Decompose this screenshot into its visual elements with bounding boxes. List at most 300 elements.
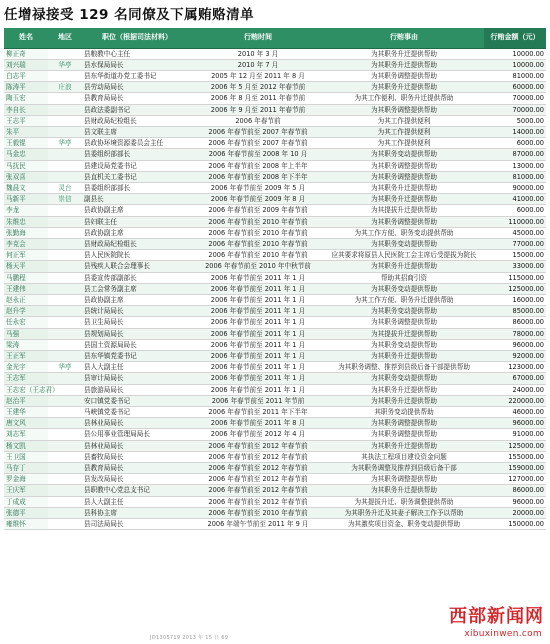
cell-action: 为其职务调整、推荐到县级后备干部提供帮助 xyxy=(324,362,484,373)
cell-area xyxy=(48,474,82,485)
cell-amount: 70000.00 xyxy=(484,104,546,115)
cell-position: 县科协主席 xyxy=(82,507,192,518)
table-row xyxy=(4,104,546,115)
cell-name: 张勤海 xyxy=(4,227,48,238)
cell-time: 2006 年春节前至 2011 年 1 月 xyxy=(192,328,324,339)
cell-time: 2010 年 7 月 xyxy=(192,59,324,70)
table-row xyxy=(4,272,546,283)
cell-name: 马金忠 xyxy=(4,149,48,160)
cell-position: 县人大副主任 xyxy=(82,362,192,373)
table-row xyxy=(4,93,546,104)
cell-action: 为其职务变动提供帮助 xyxy=(324,339,484,350)
cell-amount: 115000.00 xyxy=(484,272,546,283)
table-row xyxy=(4,194,546,205)
cell-position: 县国土资源局局长 xyxy=(82,339,192,350)
cell-area xyxy=(48,306,82,317)
cell-area xyxy=(48,440,82,451)
cell-area xyxy=(48,205,82,216)
table-row xyxy=(4,149,546,160)
cell-position: 县粮教中心主任 xyxy=(82,48,192,59)
cell-action: 为其工作提供便利 xyxy=(324,138,484,149)
cell-area xyxy=(48,70,82,81)
cell-name: 王毅锟 xyxy=(4,138,48,149)
cell-name: 杨文凯 xyxy=(4,440,48,451)
cell-area xyxy=(48,261,82,272)
cell-action: 为其职务调整提供帮助 xyxy=(324,160,484,171)
cell-amount: 86000.00 xyxy=(484,317,546,328)
cell-amount: 78000.00 xyxy=(484,328,546,339)
cell-action: 其职务变动提供帮助 xyxy=(324,407,484,418)
cell-position: 县委组织部部长 xyxy=(82,182,192,193)
cell-amount: 46000.00 xyxy=(484,407,546,418)
cell-amount: 90000.00 xyxy=(484,182,546,193)
cell-time: 2006 年春节前至 2011 年 1 月 xyxy=(192,362,324,373)
cell-action: 为其职务升迁提供帮助 xyxy=(324,395,484,406)
cell-area xyxy=(48,519,82,530)
cell-name: 王志宏（王志君） xyxy=(6,385,59,394)
cell-name: 白志平 xyxy=(4,70,48,81)
cell-amount: 81000.00 xyxy=(484,70,546,81)
cell-name: 唐文风 xyxy=(4,418,48,429)
cell-name: 张德平 xyxy=(4,507,48,518)
table-row xyxy=(4,328,546,339)
table-row xyxy=(4,519,546,530)
cell-area xyxy=(48,104,82,115)
cell-position: 县财政局纪检组长 xyxy=(82,238,192,249)
cell-position: 县残疾人联合会理事长 xyxy=(82,261,192,272)
cell-action: 为其激奖项目资金、职务变动提供帮助 xyxy=(324,519,484,530)
cell-area xyxy=(48,272,82,283)
cell-action: 为其职务变动提供帮助 xyxy=(324,149,484,160)
cell-amount: 13000.00 xyxy=(484,160,546,171)
table-body xyxy=(4,48,546,530)
cell-name: 王建华 xyxy=(4,407,48,418)
cell-area xyxy=(48,395,82,406)
cell-amount: 81000.00 xyxy=(484,171,546,182)
table-row xyxy=(4,339,546,350)
cell-action: 为其职务升迁提供帮助 xyxy=(324,440,484,451)
table-row xyxy=(4,451,546,462)
cell-amount: 96000.00 xyxy=(484,496,546,507)
cell-position: 县林业局局长 xyxy=(82,440,192,451)
cell-action: 为其职务升迁提供帮助 xyxy=(324,261,484,272)
table-row xyxy=(4,138,546,149)
cell-area: 庄浪 xyxy=(48,82,82,93)
cell-area: 华亭 xyxy=(48,362,82,373)
footer-note: JO1305719 2013 年 15 日 69 xyxy=(150,635,229,641)
table-header-row xyxy=(4,28,546,48)
cell-position: 县劳动局局长 xyxy=(82,82,192,93)
table-row xyxy=(4,238,546,249)
cell-position: 县人民医院院长 xyxy=(82,250,192,261)
cell-position: 县水保局局长 xyxy=(82,59,192,70)
cell-amount: 150000.00 xyxy=(484,519,546,530)
cell-action: 为其职务升迁及其妻子解决工作予以帮助 xyxy=(324,507,484,518)
cell-time: 2006 年春节前至 2010 年中秋节前 xyxy=(192,261,324,272)
cell-area: 华亭 xyxy=(48,138,82,149)
cell-action: 为其职务升迁提供帮助 xyxy=(324,350,484,361)
table-row xyxy=(4,507,546,518)
cell-action: 为其工作提供便利 xyxy=(324,115,484,126)
cell-amount: 15000.00 xyxy=(484,250,546,261)
cell-area xyxy=(48,463,82,474)
cell-position: 马峡镇党委书记 xyxy=(82,407,192,418)
cell-action: 为其职务调整提供帮助 xyxy=(324,104,484,115)
cell-name: 马强 xyxy=(4,328,48,339)
cell-action: 为其职务变动提供帮助 xyxy=(324,238,484,249)
cell-name: 李克会 xyxy=(4,238,48,249)
table-row xyxy=(4,115,546,126)
cell-time: 2006 年端午节前至 2011 年 9 月 xyxy=(192,519,324,530)
cell-position: 县工会常务副主席 xyxy=(82,283,192,294)
table-row xyxy=(4,82,546,93)
cell-amount: 70000.00 xyxy=(484,93,546,104)
cell-amount: 92000.00 xyxy=(484,350,546,361)
table-row xyxy=(4,485,546,496)
cell-action: 为其职务升迁提供帮助 xyxy=(324,48,484,59)
cell-time: 2005 年 12 月至 2011 年 8 月 xyxy=(192,70,324,81)
cell-amount: 6000.00 xyxy=(484,138,546,149)
cell-action: 为其工作方便、职务升迁提供帮助 xyxy=(324,294,484,305)
cell-area xyxy=(48,373,82,384)
cell-name: 梁涛 xyxy=(4,339,48,350)
cell-area xyxy=(48,160,82,171)
cell-time: 2006 年 5 月至 2012 年春节前 xyxy=(192,82,324,93)
cell-position: 县规划局局长 xyxy=(82,328,192,339)
cell-amount: 6000.00 xyxy=(484,205,546,216)
header-area: 地区 xyxy=(48,28,82,48)
cell-amount: 77000.00 xyxy=(484,238,546,249)
cell-action: 为其职务升迁提供帮助 xyxy=(324,384,484,395)
table-row xyxy=(4,283,546,294)
cell-action: 为其工作方便、职务变动提供帮助 xyxy=(324,227,484,238)
cell-name: 柳正奇 xyxy=(4,48,48,59)
table-row xyxy=(4,440,546,451)
cell-area xyxy=(48,126,82,137)
header-action: 行贿事由 xyxy=(324,28,484,48)
cell-amount: 14000.00 xyxy=(484,126,546,137)
cell-time: 2006 年春节前至 2010 年春节前 xyxy=(192,250,324,261)
cell-amount: 33000.00 xyxy=(484,261,546,272)
header-amount: 行贿金额（元） xyxy=(484,28,546,48)
cell-time: 2006 年春节前至 2007 年春节前 xyxy=(192,126,324,137)
table-row xyxy=(4,171,546,182)
cell-time: 2006 年春节前至 2008 年 10 月 xyxy=(192,149,324,160)
bribery-table xyxy=(4,28,546,530)
cell-position: 县司法局局长 xyxy=(82,519,192,530)
cell-amount: 123000.00 xyxy=(484,362,546,373)
cell-amount: 127000.00 xyxy=(484,474,546,485)
cell-amount: 110000.00 xyxy=(484,216,546,227)
cell-name: 刘志军 xyxy=(4,429,48,440)
cell-time: 2006 年春节前至 2012 年春节前 xyxy=(192,440,324,451)
cell-action: 为其职务调整提供帮助 xyxy=(324,418,484,429)
cell-amount: 96000.00 xyxy=(484,339,546,350)
cell-name: 杨天平 xyxy=(4,261,48,272)
cell-action: 为其职务调整提供帮助 xyxy=(324,429,484,440)
cell-amount: 125000.00 xyxy=(484,440,546,451)
cell-area xyxy=(48,93,82,104)
cell-position: 县东华街道办党工委书记 xyxy=(82,70,192,81)
cell-position: 县卫生局局长 xyxy=(82,317,192,328)
header-time: 行贿时间 xyxy=(192,28,324,48)
cell-amount: 5000.00 xyxy=(484,115,546,126)
cell-name: 李龙 xyxy=(4,205,48,216)
cell-name: 陶玉宏 xyxy=(4,93,48,104)
cell-area xyxy=(48,496,82,507)
cell-action: 其执法工程项目建设资金问题 xyxy=(324,451,484,462)
cell-position: 县畜牧局局长 xyxy=(82,451,192,462)
cell-time: 2006 年春节前至 2011 年 1 月 xyxy=(192,272,324,283)
cell-name: 金光宇 xyxy=(4,362,48,373)
cell-position: 县政协环境资源委员会主任 xyxy=(82,138,192,149)
cell-time: 2006 年春节前至 2010 年春节前 xyxy=(192,227,324,238)
cell-action: 为其提拔升迁提供帮助 xyxy=(324,205,484,216)
cell-area xyxy=(48,227,82,238)
cell-position: 县委组织部部长 xyxy=(82,149,192,160)
cell-amount: 91000.00 xyxy=(484,429,546,440)
table-row xyxy=(4,463,546,474)
cell-amount: 45000.00 xyxy=(484,227,546,238)
table-row xyxy=(4,496,546,507)
table-row xyxy=(4,205,546,216)
cell-amount: 60000.00 xyxy=(484,82,546,93)
table-row xyxy=(4,59,546,70)
cell-name: 张双喜 xyxy=(4,171,48,182)
table-row xyxy=(4,126,546,137)
cell-amount: 67000.00 xyxy=(484,373,546,384)
cell-action: 为其职务调整提供帮助 xyxy=(324,216,484,227)
cell-name: 雍维怀 xyxy=(4,519,48,530)
cell-amount: 24000.00 xyxy=(484,384,546,395)
table-row xyxy=(4,48,546,59)
cell-area xyxy=(48,451,82,462)
cell-position: 县职教中心党总支书记 xyxy=(82,485,192,496)
cell-time: 2006 年春节前至 2008 年上半年 xyxy=(192,160,324,171)
cell-name: 魏晨文 xyxy=(4,182,48,193)
cell-position: 副县长 xyxy=(82,194,192,205)
cell-area xyxy=(48,115,82,126)
cell-time: 2006 年春节前至 2009 年春节前 xyxy=(192,205,324,216)
cell-position: 县政法委副书记 xyxy=(82,104,192,115)
cell-time: 2006 年春节前至 2009 年 5 月 xyxy=(192,182,324,193)
cell-amount: 85000.00 xyxy=(484,306,546,317)
watermark-url: xibuxinwen.com xyxy=(464,629,542,639)
cell-position: 县公用事业管理局局长 xyxy=(82,429,192,440)
cell-time: 2006 年春节前至 2012 年春节前 xyxy=(192,485,324,496)
cell-time: 2006 年春节前至 2011 年 1 月 xyxy=(192,339,324,350)
cell-position: 县林业局局长 xyxy=(82,418,192,429)
cell-area xyxy=(48,171,82,182)
cell-amount: 155000.00 xyxy=(484,451,546,462)
cell-name: 赵永正 xyxy=(4,294,48,305)
cell-position: 县政协副主席 xyxy=(82,205,192,216)
cell-position: 县财政局纪检组长 xyxy=(82,115,192,126)
cell-time: 2006 年春节前至 2012 年 4 月 xyxy=(192,429,324,440)
cell-area xyxy=(48,294,82,305)
cell-time: 2006 年春节前至 2010 年春节前 xyxy=(192,507,324,518)
cell-position: 县政协副主席 xyxy=(82,227,192,238)
cell-time: 2006 年春节前至 2011 年 1 月 xyxy=(192,350,324,361)
cell-name: 赵治平 xyxy=(4,395,48,406)
cell-time: 2006 年春节前至 2011 年 8 月 xyxy=(192,418,324,429)
table-row xyxy=(4,429,546,440)
cell-action: 为其职务变动提供帮助 xyxy=(324,283,484,294)
cell-time: 2006 年春节前至 2011 年 1 月 xyxy=(192,373,324,384)
cell-action: 为其职务调整提供帮助 xyxy=(324,317,484,328)
cell-area xyxy=(48,485,82,496)
cell-action: 为其工作便利、职务升迁提供帮助 xyxy=(324,93,484,104)
cell-time: 2006 年春节前至 2008 年下半年 xyxy=(192,171,324,182)
cell-area: 崇信 xyxy=(48,194,82,205)
cell-action: 为其职务升迁提供帮助 xyxy=(324,194,484,205)
cell-amount: 16000.00 xyxy=(484,294,546,305)
cell-amount: 125000.00 xyxy=(484,283,546,294)
cell-name: 朱维忠 xyxy=(4,216,48,227)
cell-amount: 220000.00 xyxy=(484,395,546,406)
cell-area: 华亭 xyxy=(48,59,82,70)
cell-position: 县旅游局局长 xyxy=(82,384,192,395)
cell-area xyxy=(48,317,82,328)
cell-action: 为其职务升迁提供帮助 xyxy=(324,82,484,93)
cell-amount: 10000.00 xyxy=(484,48,546,59)
cell-time: 2006 年春节前至 2011 年 1 月 xyxy=(192,283,324,294)
cell-name: 朱平 xyxy=(4,126,48,137)
cell-time: 2006 年 9 月至 2011 年春节前 xyxy=(192,104,324,115)
cell-name: 马新平 xyxy=(4,194,48,205)
cell-name: 丁成成 xyxy=(4,496,48,507)
cell-action: 为其提拔升迁、职务调整提供帮助 xyxy=(324,496,484,507)
cell-name: 王庆军 xyxy=(4,485,48,496)
cell-amount: 159000.00 xyxy=(484,463,546,474)
table-row xyxy=(4,182,546,193)
cell-area xyxy=(48,216,82,227)
cell-area xyxy=(48,48,82,59)
cell-position: 县东华镇党委书记 xyxy=(82,350,192,361)
cell-time: 2006 年春节前 xyxy=(192,115,324,126)
table-row xyxy=(4,395,546,406)
cell-amount: 96000.00 xyxy=(484,418,546,429)
cell-area xyxy=(48,250,82,261)
cell-area xyxy=(48,339,82,350)
cell-position: 县发改局局长 xyxy=(82,474,192,485)
table-row xyxy=(4,160,546,171)
cell-position: 安口镇党委书记 xyxy=(82,395,192,406)
cell-area xyxy=(48,283,82,294)
cell-name: 王建伟 xyxy=(4,283,48,294)
cell-name: 王志军 xyxy=(4,373,48,384)
cell-time: 2006 年春节前至 2007 年春节前 xyxy=(192,138,324,149)
cell-position: 县委宣传部副部长 xyxy=(82,272,192,283)
cell-name: 王卫国 xyxy=(4,451,48,462)
cell-action: 帮助其招商引资 xyxy=(324,272,484,283)
cell-time: 2006 年春节前至 2009 年 8 月 xyxy=(192,194,324,205)
table-row xyxy=(4,227,546,238)
cell-time: 2006 年春节前至 2010 年春节前 xyxy=(192,216,324,227)
cell-position: 县审计局局长 xyxy=(82,373,192,384)
cell-amount: 10000.00 xyxy=(484,59,546,70)
cell-name: 陈涛平 xyxy=(4,82,48,93)
cell-action: 为其职务调整提供帮助 xyxy=(324,474,484,485)
cell-name: 马存丁 xyxy=(4,463,48,474)
cell-action: 为其职务调整及推荐到县级后备干部 xyxy=(324,463,484,474)
cell-time: 2006 年 8 月至 2011 年春节前 xyxy=(192,93,324,104)
table-row xyxy=(4,474,546,485)
watermark-logo xyxy=(406,606,544,642)
table-row xyxy=(4,317,546,328)
cell-action: 为其职务升迁提供帮助 xyxy=(324,485,484,496)
cell-area xyxy=(48,418,82,429)
cell-action: 为其职务变动提供帮助 xyxy=(324,373,484,384)
cell-position: 县教育局局长 xyxy=(82,93,192,104)
cell-area xyxy=(48,238,82,249)
cell-time: 2006 年春节前至 2011 年 1 月 xyxy=(192,384,324,395)
cell-name: 罗金海 xyxy=(4,474,48,485)
cell-action: 为其职务升迁提供帮助 xyxy=(324,182,484,193)
cell-amount: 86000.00 xyxy=(484,485,546,496)
cell-name: 赵升学 xyxy=(4,306,48,317)
cell-position: 县直机关工委书记 xyxy=(82,171,192,182)
cell-time: 2006 年春节前至 2011 年 1 月 xyxy=(192,306,324,317)
page-title: 任增禄接受 129 名同僚及下属贿赂清单 xyxy=(4,7,255,23)
cell-position: 县统计局局长 xyxy=(82,306,192,317)
cell-time: 2006 年春节前至 2012 年春节前 xyxy=(192,474,324,485)
table-row xyxy=(4,418,546,429)
table-row xyxy=(4,70,546,81)
cell-time: 2010 年 3 月 xyxy=(192,48,324,59)
cell-position: 县人大副主任 xyxy=(82,496,192,507)
cell-action: 为其职务变动提供帮助 xyxy=(324,306,484,317)
cell-area xyxy=(48,407,82,418)
cell-position: 县政协副主席 xyxy=(82,294,192,305)
cell-area xyxy=(48,149,82,160)
cell-area: 灵台 xyxy=(48,182,82,193)
cell-name: 李自长 xyxy=(4,104,48,115)
table-row xyxy=(4,306,546,317)
cell-name: 马鹏程 xyxy=(4,272,48,283)
table-row xyxy=(4,294,546,305)
cell-name: 刘兴瑞 xyxy=(4,59,48,70)
table-row xyxy=(4,362,546,373)
cell-time: 2006 年春节前至 2011 年下半年 xyxy=(192,407,324,418)
cell-amount: 87000.00 xyxy=(484,149,546,160)
cell-time: 2006 年春节前至 2012 年春节前 xyxy=(192,496,324,507)
cell-area xyxy=(48,429,82,440)
cell-area xyxy=(48,350,82,361)
cell-area xyxy=(48,328,82,339)
table-row xyxy=(4,350,546,361)
header-name: 姓名 xyxy=(4,28,48,48)
table-row xyxy=(4,261,546,272)
cell-action: 为其职务升迁提供帮助 xyxy=(324,59,484,70)
table-row xyxy=(4,373,546,384)
cell-area xyxy=(48,507,82,518)
cell-position: 县建设局党委书记 xyxy=(82,160,192,171)
cell-amount: 41000.00 xyxy=(484,194,546,205)
table-row xyxy=(4,216,546,227)
cell-time: 2006 年春节前至 2012 年春节前 xyxy=(192,463,324,474)
header-position: 职位（根据司法材料） xyxy=(82,28,192,48)
cell-action: 应其要求将原县人民医院工会主席后受提拔为院长 xyxy=(324,250,484,261)
cell-position: 县妇联主任 xyxy=(82,216,192,227)
cell-action: 为其职务调整提供帮助 xyxy=(324,70,484,81)
cell-name: 何正军 xyxy=(4,250,48,261)
cell-action: 为其工作提供便利 xyxy=(324,126,484,137)
cell-position: 县文联主席 xyxy=(82,126,192,137)
cell-name: 王志平 xyxy=(4,115,48,126)
cell-time: 2006 年春节前至 2011 年节前 xyxy=(192,395,324,406)
table-row xyxy=(4,250,546,261)
